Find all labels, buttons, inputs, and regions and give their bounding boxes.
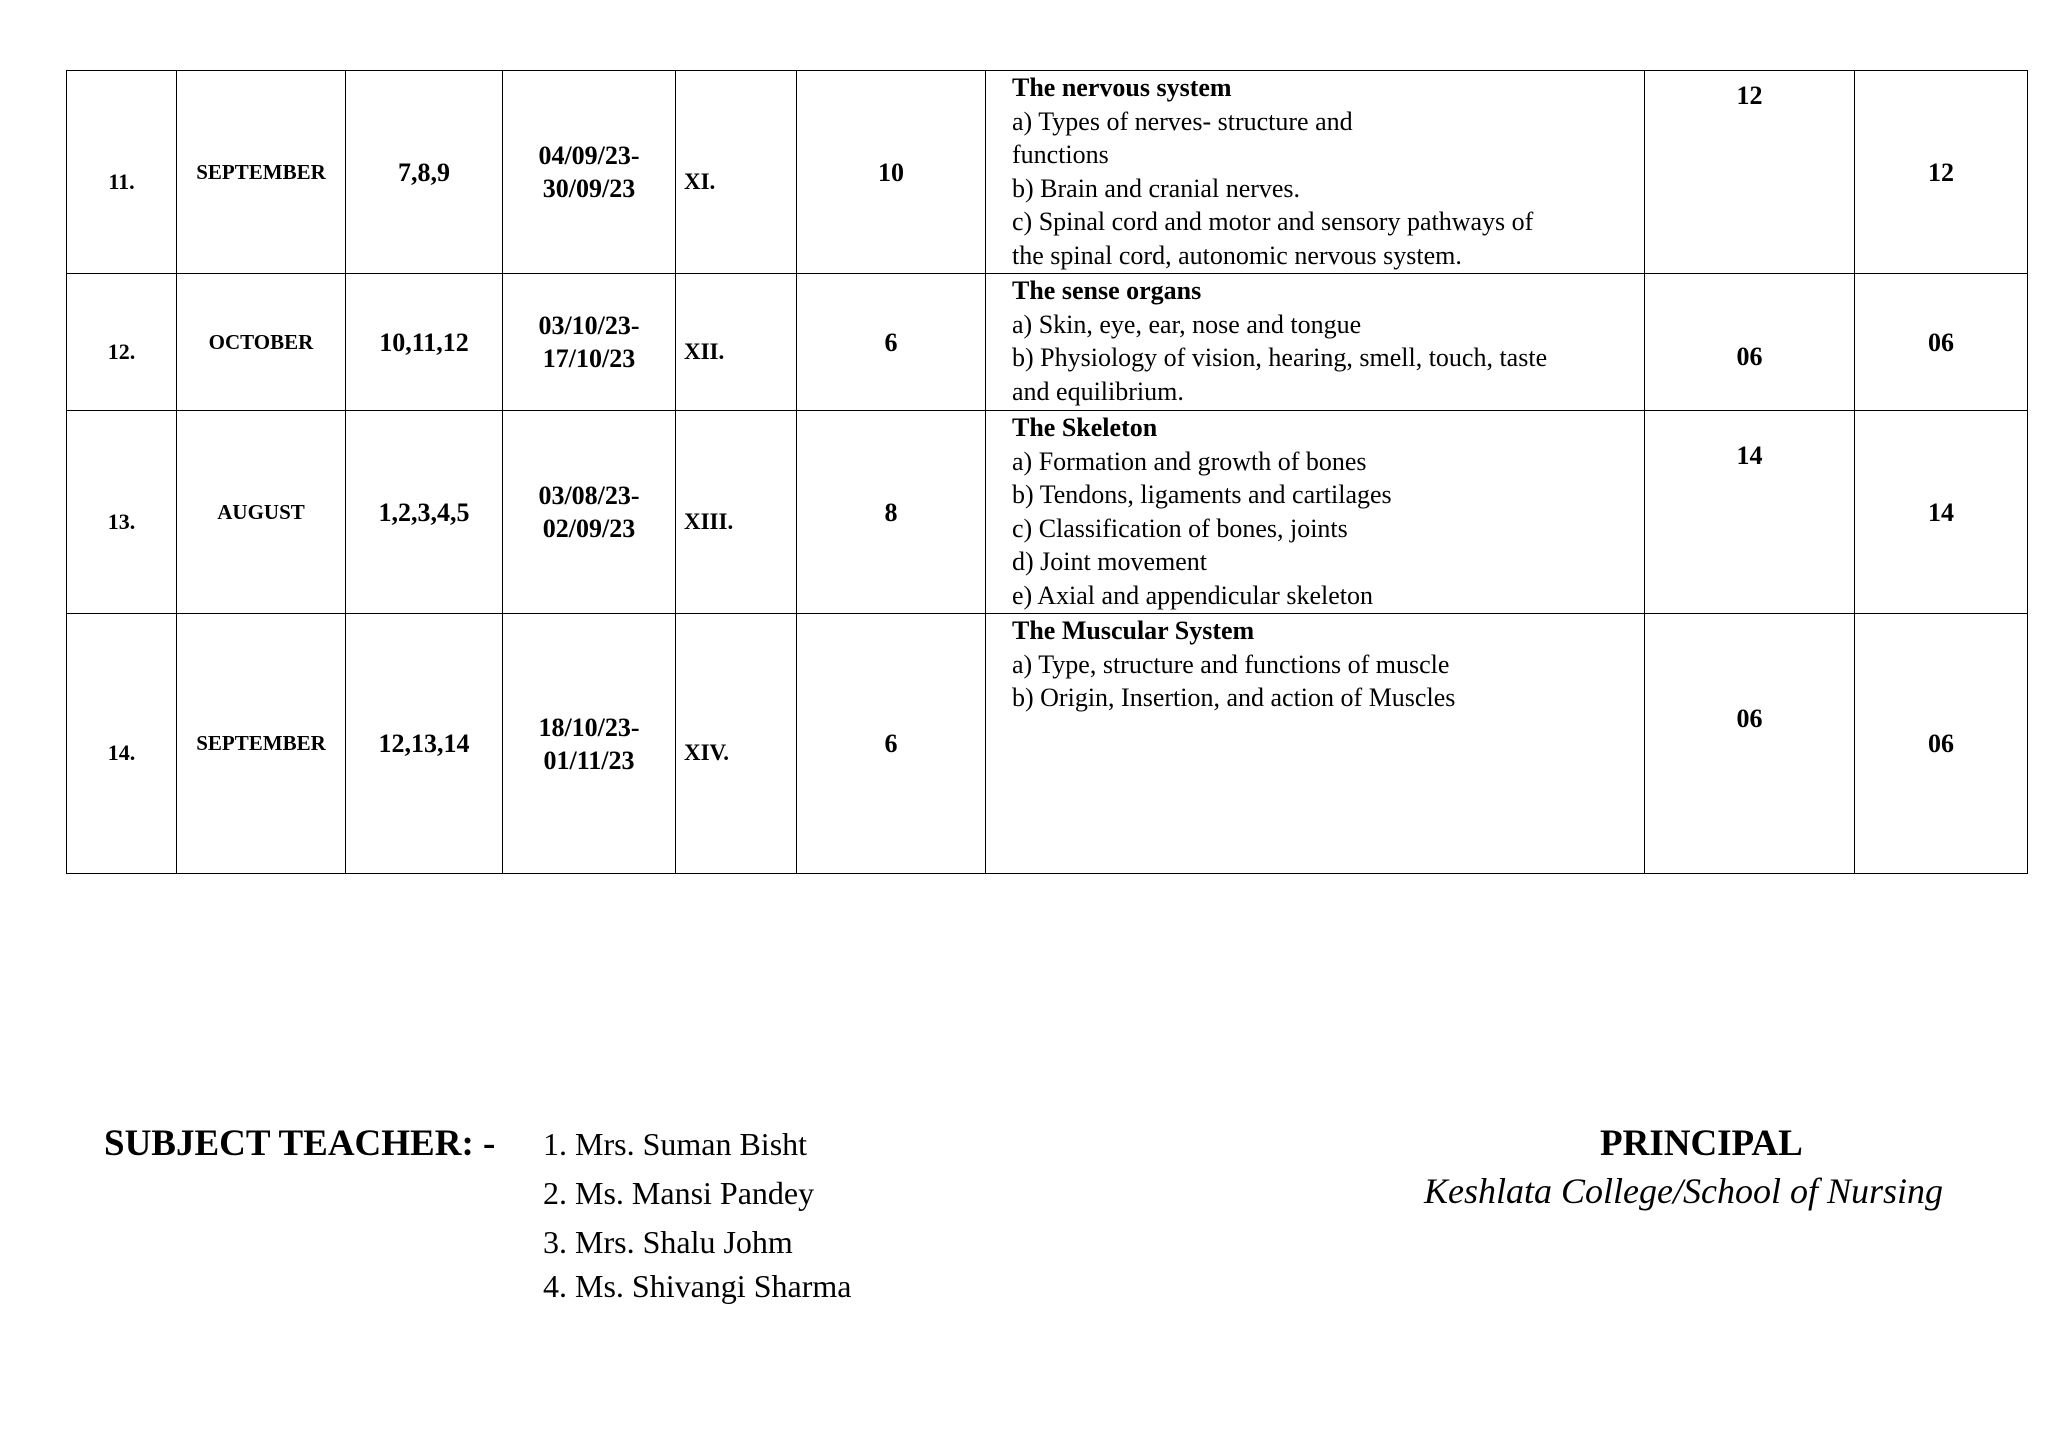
subject-teacher-label: SUBJECT TEACHER: - [104, 1123, 496, 1164]
month: OCTOBER [177, 274, 346, 411]
unit-number: XII. [676, 274, 797, 411]
topic-subitem: a) Type, structure and functions of muscle [1012, 649, 1450, 679]
date-to: 02/09/23 [542, 514, 636, 543]
weeks: 12,13,14 [346, 614, 503, 874]
teacher-name: 1. Mrs. Suman Bisht [543, 1126, 808, 1162]
date-to: 30/09/23 [542, 174, 636, 203]
hours: 6 [797, 614, 986, 874]
serial-number: 11. [67, 71, 177, 274]
date-range [503, 274, 676, 411]
date-from: 18/10/23- [538, 712, 640, 742]
month: SEPTEMBER [177, 614, 346, 874]
table-row [67, 71, 2028, 274]
topic-content [986, 411, 1645, 614]
serial-number: 12. [67, 274, 177, 411]
topic-subitem: functions [1012, 140, 1109, 169]
date-from: 03/08/23- [538, 481, 640, 510]
date-from: 04/09/23- [538, 141, 640, 170]
teacher-name: 2. Ms. Mansi Pandey [543, 1175, 815, 1211]
topic-subitem: the spinal cord, autonomic nervous system. [1012, 240, 1462, 270]
month: SEPTEMBER [177, 71, 346, 274]
taken-hours: 06 [1855, 614, 2028, 874]
lesson-plan-table [66, 70, 2028, 874]
topic-title: The Muscular System [1012, 616, 1255, 645]
weeks: 7,8,9 [346, 71, 503, 274]
serial-number: 13. [67, 411, 177, 614]
table-row [67, 274, 2028, 411]
topic-subitem: c) Classification of bones, joints [1012, 513, 1348, 543]
topic-title: The nervous system [1012, 73, 1232, 102]
hours: 6 [797, 274, 986, 411]
taken-hours: 06 [1855, 274, 2028, 411]
hours: 10 [797, 71, 986, 274]
principal-label: PRINCIPAL [1600, 1123, 1803, 1164]
planned-hours: 06 [1645, 274, 1855, 411]
topic-title: The sense organs [1012, 276, 1202, 305]
unit-number: XI. [676, 71, 797, 274]
unit-number: XIV. [676, 614, 797, 874]
month: AUGUST [177, 411, 346, 614]
topic-title: The Skeleton [1012, 413, 1158, 442]
taken-hours: 12 [1855, 71, 2028, 274]
date-from: 03/10/23- [538, 311, 640, 340]
topic-subitem: b) Tendons, ligaments and cartilages [1012, 480, 1392, 509]
topic-subitem: b) Brain and cranial nerves. [1012, 173, 1301, 203]
topic-subitem: c) Spinal cord and motor and sensory pathways of [1012, 207, 1534, 236]
date-range [503, 71, 676, 274]
topic-subitem: and equilibrium. [1012, 376, 1184, 406]
taken-hours: 14 [1855, 411, 2028, 614]
planned-hours: 14 [1645, 411, 1855, 614]
topic-content [986, 274, 1645, 411]
table-row [67, 411, 2028, 614]
date-range [503, 614, 676, 874]
topic-subitem: a) Types of nerves- structure and [1012, 106, 1353, 136]
table-row [67, 614, 2028, 874]
weeks: 1,2,3,4,5 [346, 411, 503, 614]
topic-subitem: d) Joint movement [1012, 547, 1207, 576]
college-name: Keshlata College/School of Nursing [1424, 1171, 1943, 1211]
topic-content [986, 614, 1645, 874]
teacher-name: 3. Mrs. Shalu Johm [543, 1224, 793, 1260]
teacher-name: 4. Ms. Shivangi Sharma [543, 1268, 852, 1304]
hours: 8 [797, 411, 986, 614]
topic-content [986, 71, 1645, 274]
topic-subitem: a) Skin, eye, ear, nose and tongue [1012, 309, 1362, 339]
topic-subitem: e) Axial and appendicular skeleton [1012, 580, 1373, 610]
topic-subitem: b) Origin, Insertion, and action of Muscles [1012, 683, 1456, 712]
topic-subitem: b) Physiology of vision, hearing, smell, touch, taste [1012, 343, 1548, 372]
date-to: 17/10/23 [542, 344, 636, 373]
date-to: 01/11/23 [543, 745, 635, 775]
date-range [503, 411, 676, 614]
topic-subitem: a) Formation and growth of bones [1012, 446, 1367, 476]
weeks: 10,11,12 [346, 274, 503, 411]
planned-hours: 12 [1645, 71, 1855, 274]
unit-number: XIII. [676, 411, 797, 614]
serial-number: 14. [67, 614, 177, 874]
planned-hours: 06 [1645, 614, 1855, 874]
